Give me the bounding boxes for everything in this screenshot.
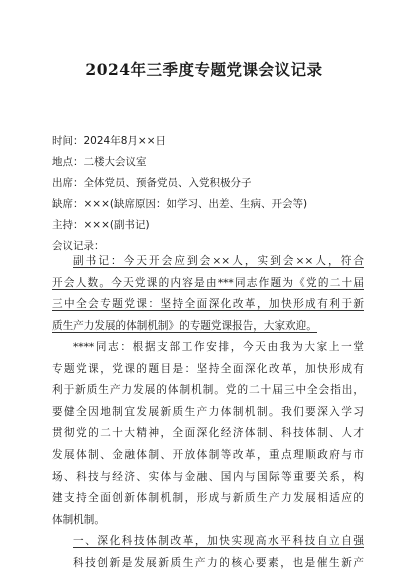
paragraph-line: 开会人数。今天党课的内容是由***同志作题为《党的二十届	[52, 276, 364, 289]
paragraph-line: 利于新质生产力发展的体制机制。党的二十届三中全会指出，	[52, 384, 364, 397]
paragraph-opening	[52, 251, 364, 337]
meeting-record-label: 会议记录：	[52, 240, 105, 252]
paragraph-line: 质生产力发展的体制机制》的专题党课报告，大家欢迎。	[52, 319, 317, 332]
paragraph-line: 发展体制、金融体制、开放体制等改革，重点理顺政府与市	[52, 448, 364, 461]
paragraph-lecture	[52, 337, 364, 531]
paragraph-line: 专题党课，党课的题目是：坚持全面深化改革，加快形成有	[52, 362, 364, 375]
paragraph-line: 场、科技与经济、实体与金融、国内与国际等重要关系，构	[52, 470, 364, 483]
paragraph-section1	[52, 553, 364, 575]
paragraph-line: 三中全会专题党课：坚持全面深化改革，加快形成有利于新	[52, 298, 364, 311]
section-heading: 一、深化科技体制改革，加快实现高水平科技自立自强	[73, 535, 364, 547]
paragraph-line: 副书记：今天开会应到会××人，实到会××人，符合	[73, 255, 364, 267]
meeting-time: 时间：2024年8月××日	[52, 135, 166, 147]
document-title: 2024年三季度专题党课会议记录	[85, 60, 323, 79]
paragraph-line: 建支持全面创新体制机制，形成与新质生产力发展相适应的	[52, 492, 364, 505]
meeting-host: 主持：×××(副书记)	[52, 219, 150, 231]
meeting-location: 地点：二楼大会议室	[52, 156, 147, 168]
meeting-absentees: 缺席：×××(缺席原因：如学习、出差、生病、开会等)	[52, 198, 308, 210]
paragraph-line: 要健全因地制宜发展新质生产力体制机制。我们要深入学习	[52, 405, 364, 418]
paragraph-line: 科技创新是发展新质生产力的核心要素，也是催生新产	[73, 557, 364, 569]
paragraph-line: ****同志：根据支部工作安排，今天由我为大家上一堂	[73, 341, 364, 353]
paragraph-line: 贯彻党的二十大精神，全面深化经济体制、科技体制、人才	[52, 427, 364, 440]
paragraph-line: 体制机制。	[52, 513, 105, 526]
meeting-attendees: 出席：全体党员、预备党员、入党积极分子	[52, 177, 252, 189]
